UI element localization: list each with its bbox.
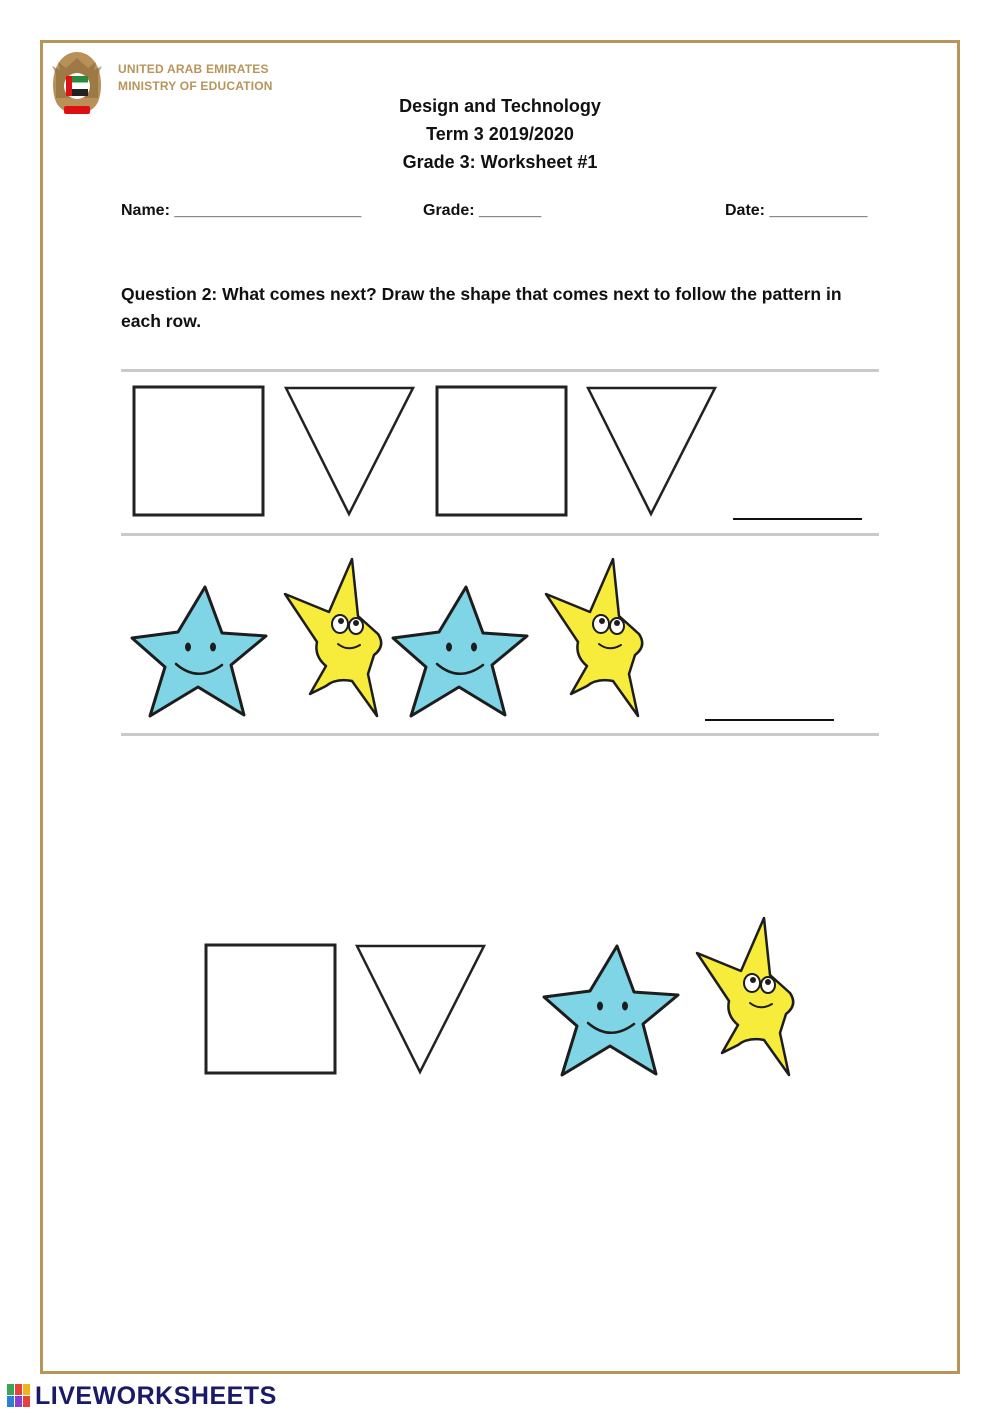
row-1-answer-blank[interactable] [733,518,862,520]
liveworksheets-logo [6,1381,277,1411]
yellow-star-shape [282,556,392,721]
row-2-answer-blank[interactable] [705,719,834,721]
date-field[interactable]: Date: ___________ [725,202,868,219]
blue-star-shape [389,583,531,721]
row-divider [121,733,879,736]
yellow-star-shape [543,556,653,721]
triangle-shape [586,385,718,517]
ministry-name [118,61,273,95]
row-divider [121,369,879,372]
liveworksheets-blocks-icon [6,1383,32,1409]
triangle-shape [284,385,416,517]
ministry-line-2: MINISTRY OF EDUCATION [118,79,273,93]
worksheet-title-block [300,92,700,176]
triangle-option[interactable] [355,943,487,1075]
grade-field[interactable]: Grade: _______ [423,202,542,219]
worksheet-title: Grade 3: Worksheet #1 [402,152,598,172]
question-text: Question 2: What comes next? Draw the shape that comes next to follow the pattern in each row. [121,284,842,331]
blue-star-option[interactable] [540,942,682,1080]
yellow-star-option[interactable] [694,915,804,1080]
liveworksheets-brand: LIVEWORKSHEETS [35,1381,277,1410]
square-shape [435,385,569,518]
uae-emblem-icon [50,48,104,120]
subject-title: Design and Technology [399,96,601,116]
blue-star-shape [128,583,270,721]
row-divider [121,533,879,536]
term-title: Term 3 2019/2020 [426,124,574,144]
ministry-line-1: UNITED ARAB EMIRATES [118,62,269,76]
square-shape [132,385,266,518]
square-option[interactable] [204,943,338,1076]
name-field[interactable]: Name: _____________________ [121,202,362,219]
